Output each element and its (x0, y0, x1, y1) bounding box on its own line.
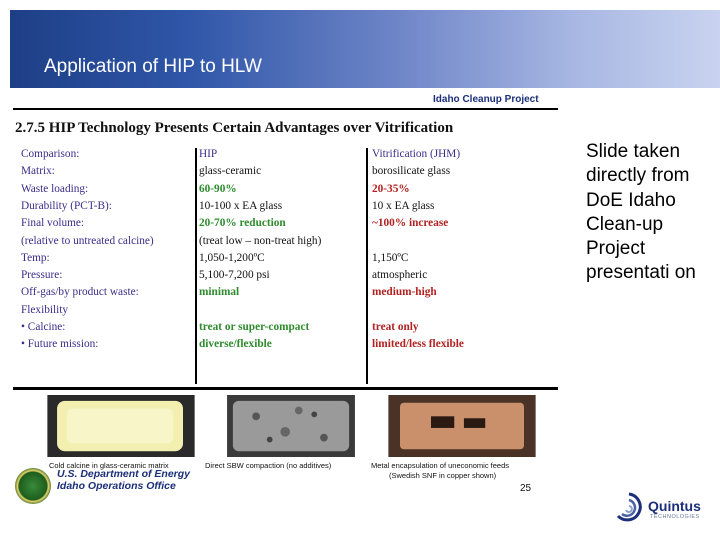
table-row (21, 200, 551, 217)
row-vitrification-value: borosilicate glass (372, 165, 451, 178)
row-vitrification-value: 10 x EA glass (372, 199, 435, 212)
row-label: Pressure: (21, 269, 63, 282)
row-hip-value: minimal (199, 286, 240, 299)
column-header-hip: HIP (199, 148, 218, 160)
table-row (21, 338, 551, 355)
embedded-page-number: 25 (520, 483, 532, 494)
row-label: • Calcine: (21, 321, 66, 333)
title-banner (10, 10, 720, 88)
row-label: Final volume: (21, 217, 85, 230)
row-label: Durability (PCT-B): (21, 199, 112, 212)
row-label: Temp: (21, 251, 50, 264)
doe-line-2: Idaho Operations Office (57, 480, 176, 492)
row-label: (relative to untreated calcine) (21, 234, 154, 247)
table-row (21, 252, 551, 269)
row-hip-value: 20-70% reduction (199, 217, 286, 230)
bottom-rule (13, 387, 558, 390)
row-hip-value: 1,050-1,200ºC (199, 251, 265, 264)
quintus-tagline: TECHNOLOGIES (650, 514, 700, 520)
slide-title: Application of HIP to HLW (44, 56, 262, 77)
row-hip-value: 5,100-7,200 psi (199, 269, 270, 282)
quintus-swirl-icon (612, 490, 646, 526)
column-header-vitrification: Vitrification (JHM) (372, 148, 461, 160)
table-row (21, 304, 551, 321)
metal-caption: Metal encapsulation of uneconomic feeds (371, 461, 510, 470)
table-row (21, 286, 551, 303)
row-label: Waste loading: (21, 182, 89, 195)
header-rule (13, 108, 558, 110)
row-hip-value: treat or super-compact (199, 321, 310, 333)
row-vitrification-value: limited/less flexible (372, 338, 464, 351)
row-vitrification-value: 20-35% (372, 182, 410, 195)
table-header-row (21, 148, 551, 165)
row-vitrification-value: atmospheric (372, 269, 428, 282)
calcine-photo (45, 395, 197, 457)
row-label: Off-gas/by product waste: (21, 286, 139, 299)
row-label: • Future mission: (21, 338, 99, 351)
row-vitrification-value: 1,150ºC (372, 251, 409, 264)
metal-encapsulation-photo (386, 395, 538, 457)
row-hip-value: 10-100 x EA glass (199, 199, 283, 212)
row-hip-value: glass-ceramic (199, 165, 262, 178)
comparison-heading: 2.7.5 HIP Technology Presents Certain Advantages over Vitrification (15, 120, 454, 136)
metal-caption-sub: (Swedish SNF in copper shown) (389, 471, 497, 480)
sbw-compaction-photo (225, 395, 357, 457)
table-row (21, 217, 551, 234)
doe-line-1: U.S. Department of Energy (57, 468, 191, 480)
sbw-caption: Direct SBW compaction (no additives) (205, 461, 332, 470)
side-note: Slide taken directly from DoE Idaho Clean-up Project presentati on (586, 141, 696, 284)
row-hip-value: (treat low – non-treat high) (199, 234, 322, 247)
row-vitrification-value: treat only (372, 321, 419, 333)
calcine-caption: Cold calcine in glass-ceramic matrix (49, 461, 169, 470)
row-label: Matrix: (21, 165, 55, 178)
doe-office-text (57, 468, 190, 492)
table-row (21, 321, 551, 338)
table-row (21, 165, 551, 182)
row-label: Flexibility (21, 303, 69, 316)
embedded-slide-image (13, 90, 558, 520)
table-row (21, 235, 551, 252)
row-vitrification-value: ~100% increase (372, 217, 449, 230)
row-hip-value: 60-90% (199, 182, 237, 195)
row-hip-value: diverse/flexible (199, 338, 272, 351)
row-vitrification-value: medium-high (372, 286, 437, 299)
table-row (21, 183, 551, 200)
column-header-comparison: Comparison: (21, 148, 80, 160)
idaho-cleanup-logo: Idaho Cleanup Project (433, 94, 539, 105)
doe-seal-logo (15, 468, 51, 504)
table-row (21, 269, 551, 286)
quintus-brand: Quintus (648, 498, 701, 514)
quintus-logo (612, 490, 718, 526)
